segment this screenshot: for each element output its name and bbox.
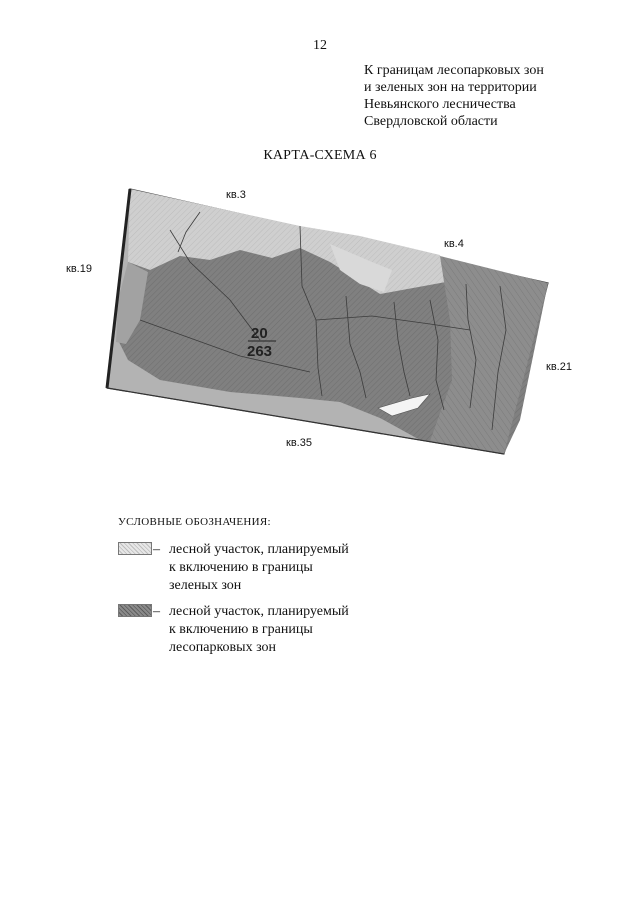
legend-swatch-lesopark-zone — [118, 604, 152, 617]
legend-line: лесной участок, планируемый — [169, 604, 349, 619]
quarter-label-east: кв.21 — [546, 361, 572, 373]
legend-dash: – — [153, 542, 160, 557]
header-note-line: К границам лесопарковых зон — [364, 63, 544, 78]
page-number: 12 — [313, 38, 327, 53]
quarter-label-west: кв.19 — [66, 263, 92, 275]
quarter-label-north: кв.3 — [226, 189, 246, 201]
header-note-line: Невьянского лесничества — [364, 97, 516, 112]
center-label-top: 20 — [251, 325, 268, 342]
legend-line: зеленых зон — [169, 578, 242, 593]
legend-line: лесной участок, планируемый — [169, 542, 349, 557]
header-note-line: и зеленых зон на территории — [364, 80, 537, 95]
legend-line: лесопарковых зон — [169, 640, 277, 655]
legend-dash: – — [153, 604, 160, 619]
legend-line: к включению в границы — [169, 560, 313, 575]
legend-swatch-green-zone — [118, 542, 152, 555]
center-label-bottom: 263 — [247, 343, 273, 360]
legend-text — [169, 603, 409, 657]
legend-title: УСЛОВНЫЕ ОБОЗНАЧЕНИЯ: — [118, 516, 271, 528]
legend-text — [169, 541, 409, 595]
header-note-line: Свердловской области — [364, 114, 498, 129]
quarter-label-north-east: кв.4 — [444, 238, 464, 250]
legend-line: к включению в границы — [169, 622, 313, 637]
map-title: КАРТА-СХЕМА 6 — [263, 148, 377, 163]
quarter-label-south: кв.35 — [286, 437, 312, 449]
